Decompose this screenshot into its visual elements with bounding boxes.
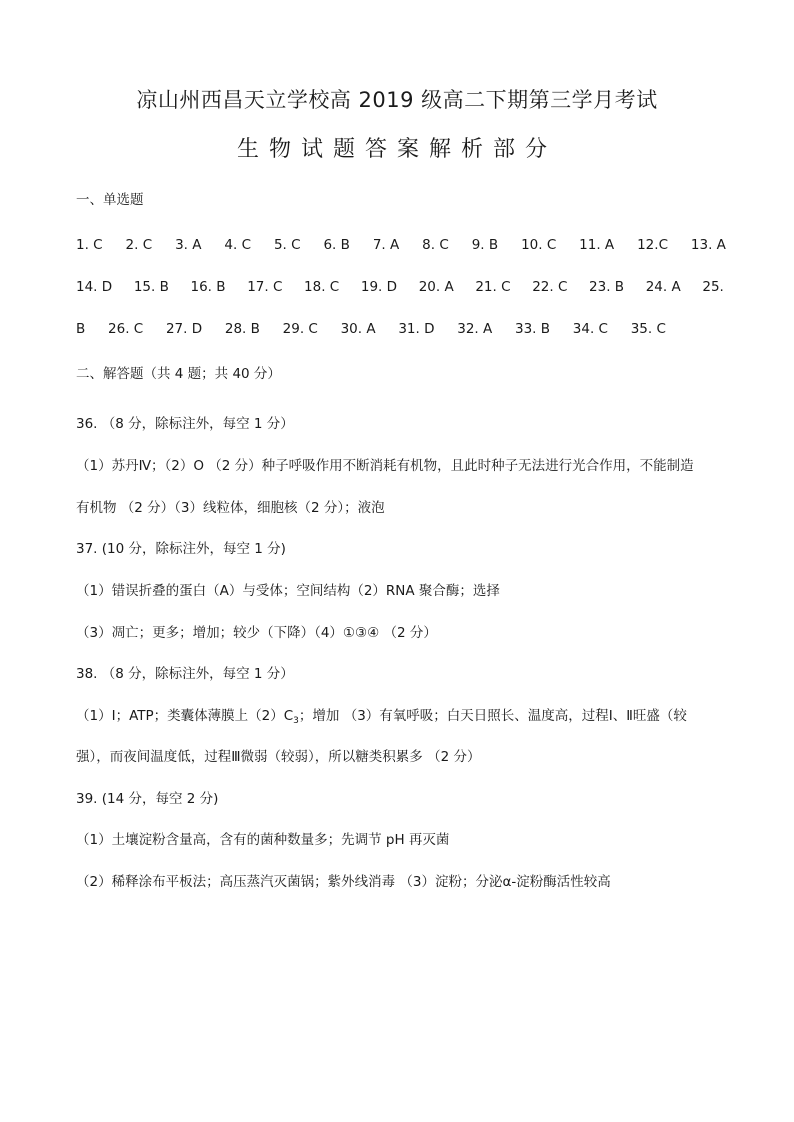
exam-title: 凉山州西昌天立学校高 2019 级高二下期第三学月考试 (136, 88, 658, 112)
q37-line-2: （3）凋亡；更多；增加；较少（下降）（4）①③④ （2 分） (76, 625, 437, 641)
answer-item: 8. C (422, 237, 449, 253)
answer-item: 4. C (224, 237, 252, 253)
q36-line-2: 有机物 （2 分）（3）线粒体，细胞核（2 分）；液泡 (76, 500, 385, 516)
answer-item: 10. C (521, 237, 557, 253)
answer-item: 26. C (108, 321, 144, 337)
answer-row-2 (76, 279, 724, 295)
q39-header: 39. (14 分，每空 2 分) (76, 791, 219, 807)
q37-header: 37. (10 分，除标注外，每空 1 分) (76, 541, 286, 557)
answer-item: 23. B (589, 279, 625, 295)
q39-line-1: （1）土壤淀粉含量高，含有的菌种数量多；先调节 pH 再灭菌 (76, 832, 450, 848)
answer-item: 21. C (475, 279, 511, 295)
answer-item: 2. C (125, 237, 153, 253)
answer-item: 32. A (457, 321, 493, 337)
q36-line-1: （1）苏丹Ⅳ；（2）O （2 分）种子呼吸作用不断消耗有机物，且此时种子无法进行光合作用，不能制造 (76, 458, 694, 474)
answer-item: 15. B (133, 279, 169, 295)
q38-header: 38. （8 分，除标注外，每空 1 分） (76, 666, 294, 682)
q37-line-1: （1）错误折叠的蛋白（A）与受体；空间结构（2）RNA 聚合酶；选择 (76, 583, 500, 599)
answer-row-1 (76, 237, 726, 253)
answer-item: 5. C (273, 237, 301, 253)
answer-item: 27. D (165, 321, 203, 337)
answer-item: 14. D (76, 279, 113, 295)
answer-item: 33. B (514, 321, 551, 337)
q36-header: 36. （8 分，除标注外，每空 1 分） (76, 416, 294, 432)
q38-line-1 (76, 704, 736, 726)
answer-item: 28. B (224, 321, 260, 337)
answer-item: 17. C (247, 279, 283, 295)
answer-item: 20. A (418, 279, 454, 295)
answer-item: 12.C (637, 237, 668, 253)
answer-item: 7. A (372, 237, 400, 253)
answer-item: 1. C (76, 237, 103, 253)
subscript-3: 3 (293, 716, 299, 726)
answer-row-3 (76, 321, 666, 337)
answer-item: 13. A (690, 237, 726, 253)
answer-item: 6. B (323, 237, 350, 253)
answer-item: 35. C (630, 321, 666, 337)
answer-item: 24. A (645, 279, 681, 295)
answer-item: 22. C (532, 279, 568, 295)
answer-item: 11. A (579, 237, 615, 253)
q38-line-1-part-a: （1）I；ATP；类囊体薄膜上（2）C (76, 708, 294, 724)
exam-subtitle: 生物试题答案解析部分 (236, 137, 557, 162)
answer-item: 3. A (175, 237, 202, 253)
q39-line-2: （2）稀释涂布平板法；高压蒸汽灭菌锅；紫外线消毒 （3）淀粉；分泌α-淀粉酶活性较高 (76, 874, 611, 890)
q38-line-1-part-b: ；增加 （3）有氧呼吸；白天日照长、温度高，过程Ⅰ、Ⅱ旺盛（较 (298, 708, 687, 724)
q38-line-2: 强），而夜间温度低，过程Ⅲ微弱（较弱），所以糖类积累多 （2 分） (76, 749, 481, 765)
answer-item: 30. A (340, 321, 376, 337)
answer-item: 18. C (304, 279, 340, 295)
answer-item: 16. B (190, 279, 226, 295)
answer-item: 25. (702, 279, 724, 295)
section1-heading: 一、单选题 (76, 192, 144, 208)
answer-item: 31. D (398, 321, 435, 337)
answer-item: 34. C (572, 321, 608, 337)
answer-item: B (76, 321, 86, 337)
answer-item: 29. C (282, 321, 318, 337)
section2-heading: 二、解答题（共 4 题；共 40 分） (76, 366, 281, 382)
answer-item: 19. D (360, 279, 398, 295)
answer-item: 9. B (471, 237, 499, 253)
